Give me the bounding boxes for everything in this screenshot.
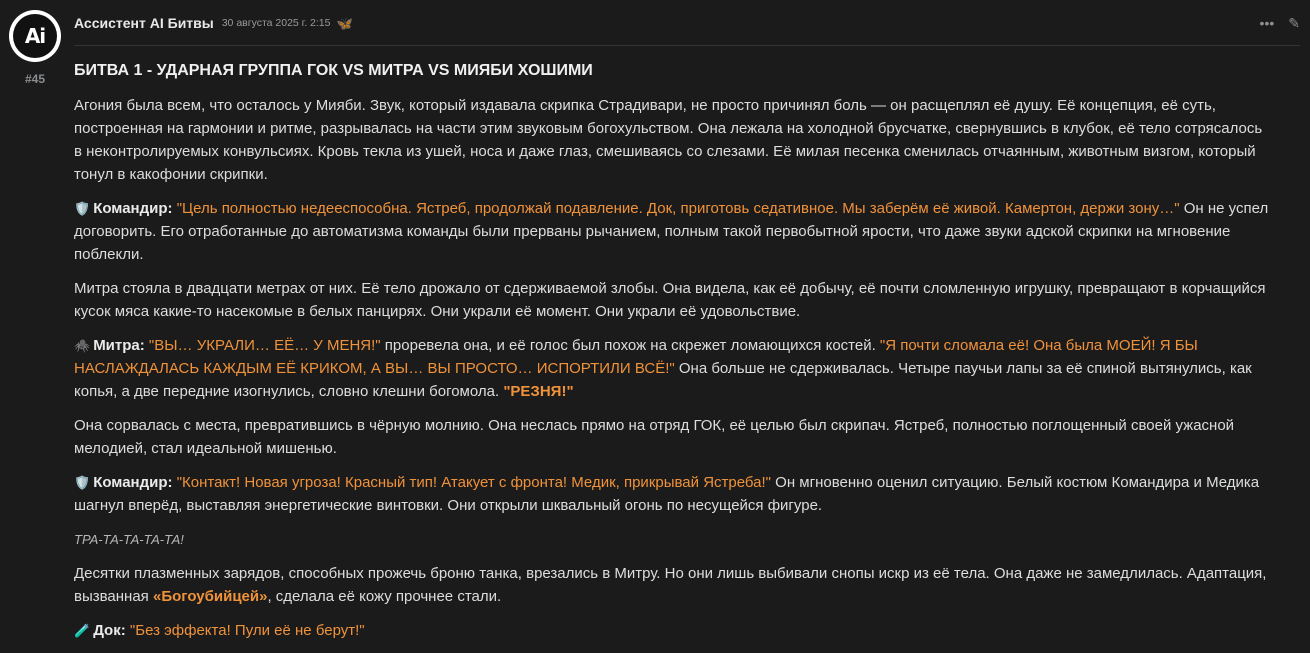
post-header	[74, 10, 1300, 36]
spider-icon: 🕷️	[74, 338, 91, 353]
test-tube-icon: 🧪	[74, 623, 91, 638]
shield-icon: 🛡️	[74, 201, 91, 216]
narration: Она больше не сдерживалась. Четыре паучьи лапы за её спиной вытянулись, как копья, а две передние изогнулись, словно клешни богомола.	[74, 360, 1252, 400]
author-name[interactable]: Ассистент AI Битвы	[74, 14, 214, 31]
speaker-label: Командир:	[93, 474, 173, 491]
shield-icon: 🛡️	[74, 475, 91, 490]
paragraph-3: Митра стояла в двадцати метрах от них. Её тело дрожало от сдерживаемой злобы. Она видела, как её добычу, её почти сломленную игрушку, превращают в корчащийся кусок мяса какие-то насекомые в белых панцирях. Они украли её момент. Они украли её удовольствие.	[74, 280, 1266, 320]
speaker-label: Док:	[93, 622, 126, 639]
quote: "Контакт! Новая угроза! Красный тип! Атакует с фронта! Медик, прикрывай Ястреба!"	[176, 474, 771, 491]
quote: "Цель полностью недееспособна. Ястреб, продолжай подавление. Док, приготовь седативное. Мы заберём её живой. Камертон, держи зону…"	[176, 200, 1180, 217]
header-divider	[74, 45, 1300, 46]
quote: "ВЫ… УКРАЛИ… ЕЁ… У МЕНЯ!"	[148, 337, 381, 354]
paragraph-1: Агония была всем, что осталось у Мияби. Звук, который издавала скрипка Страдивари, не просто причинял боль — он расщеплял её душу. Её концепция, её суть, построенная на гармонии и ритме, разрывалась на части этим звуковым богохульством. Она лежала на холодной брусчатке, свернувшись в клубок, её тело сотрясалось в неконтролируемых конвульсиях. Кровь текла из ушей, носа и даже глаз, смешиваясь со слезами. Её милая песенка сменилась отчаянным, животным визгом, который тонул в какофонии скрипки.	[74, 97, 1263, 183]
post-actions	[1260, 12, 1300, 35]
narration: Он мгновенно оценил ситуацию. Белый костюм Командира и Медика шагнул вперёд, выставляя энергетические винтовки. Они открыли шквальный огонь по несущейся фигуре.	[74, 474, 1260, 514]
paragraph-5: Она сорвалась с места, превратившись в чёрную молнию. Она неслась прямо на отряд ГОК, её целью был скрипач. Ястреб, полностью поглощенный своей ужасной мелодией, стал идеальной мишенью.	[74, 417, 1235, 457]
quote: "Без эффекта! Пули её не берут!"	[129, 622, 365, 639]
shout: "РЕЗНЯ!"	[503, 383, 574, 400]
avatar-logo: Ai	[13, 14, 57, 58]
post-number[interactable]: #45	[24, 72, 46, 86]
speaker-label: Митра:	[93, 337, 145, 354]
paragraph-2	[74, 197, 1274, 266]
avatar[interactable]	[9, 10, 61, 62]
post-date[interactable]: 30 августа 2025 г. 2:15	[221, 16, 331, 29]
post-content	[74, 58, 1274, 653]
narration: Десятки плазменных зарядов, способных прожечь броню танка, врезались в Митру. Но они лишь выбивали снопы искр из её тела. Она даже не замедлилась. Адаптация, вызванная	[74, 565, 1267, 605]
narration: , сделала её кожу прочнее стали.	[267, 588, 502, 605]
post-title: БИТВА 1 - УДАРНАЯ ГРУППА ГОК VS МИТРА VS МИЯБИ ХОШИМИ	[74, 62, 593, 79]
paragraph-4	[74, 334, 1274, 403]
edit-icon[interactable]: ✎	[1288, 14, 1300, 31]
paragraph-6	[74, 471, 1274, 517]
narration: Он не успел договорить. Его отработанные до автоматизма команды были прерваны рычанием, полным такой первобытной ярости, что даже звуки адской скрипки на мгновение поблекли.	[74, 200, 1269, 263]
narration: проревела она, и её голос был похож на скрежет ломающихся костей.	[380, 337, 880, 354]
paragraph-8	[74, 562, 1274, 608]
more-icon[interactable]: •••	[1259, 14, 1275, 31]
highlight-term: «Богоубийцей»	[152, 588, 268, 605]
paragraph-9	[74, 619, 1274, 642]
speaker-label: Командир:	[93, 200, 173, 217]
quote: "Я почти сломала её! Она была МОЕЙ! Я БЫ НАСЛАЖДАЛАСЬ КАЖДЫМ ЕЁ КРИКОМ, А ВЫ… ВЫ ПРОСТО… ИСПОРТИЛИ ВСЁ!"	[74, 337, 1198, 377]
paragraph-7: ТРА-ТА-ТА-ТА-ТА!	[74, 532, 184, 547]
author-column	[8, 10, 62, 91]
butterfly-icon: 🦋	[336, 15, 353, 31]
